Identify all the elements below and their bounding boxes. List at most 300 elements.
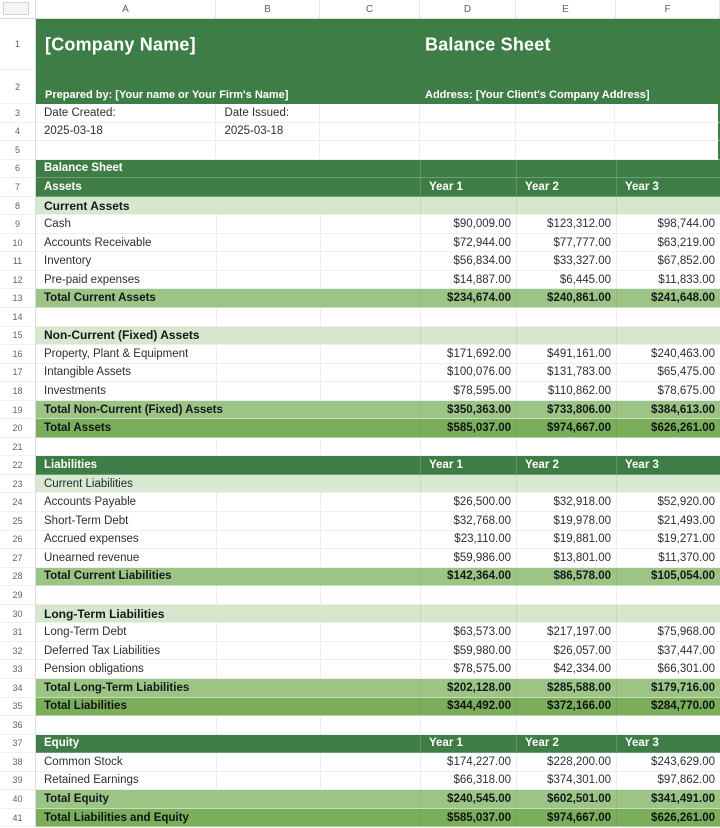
cell-F18[interactable]: $78,675.00 (616, 382, 720, 400)
cell-F16[interactable]: $240,463.00 (616, 345, 720, 363)
cell-C16[interactable] (320, 345, 420, 363)
cell-E18[interactable]: $110,862.00 (516, 382, 616, 400)
cell-A40[interactable]: Total Equity (44, 793, 109, 805)
cell-E7[interactable]: Year 2 (516, 178, 616, 196)
cell-F34[interactable]: $179,716.00 (616, 679, 720, 697)
cell-F19[interactable]: $384,613.00 (616, 401, 720, 419)
cell-D18[interactable]: $78,595.00 (420, 382, 516, 400)
cell-C33[interactable] (320, 660, 420, 678)
cell-E16[interactable]: $491,161.00 (516, 345, 616, 363)
cell-A10[interactable]: Accounts Receivable (44, 236, 152, 249)
cell-F17[interactable]: $65,475.00 (616, 364, 720, 382)
row-33 (0, 660, 720, 679)
row-header-15[interactable]: 15 (0, 327, 36, 346)
cell-E34[interactable]: $285,588.00 (516, 679, 616, 697)
cell-A38[interactable]: Common Stock (44, 755, 123, 768)
cell-C31[interactable] (320, 623, 420, 641)
cell-B10[interactable] (216, 234, 320, 252)
cell-F25[interactable]: $21,493.00 (616, 512, 720, 530)
row-content-22 (36, 456, 720, 475)
row-content-4 (36, 123, 720, 142)
cell-E23[interactable] (516, 475, 616, 493)
cell-E3[interactable] (515, 104, 615, 122)
row-header-16[interactable]: 16 (0, 345, 36, 364)
row-header-36[interactable]: 36 (0, 716, 36, 735)
cell-D7[interactable]: Year 1 (420, 178, 516, 196)
cell-D37[interactable]: Year 1 (420, 735, 516, 753)
row-34 (0, 679, 720, 698)
row-content-41 (36, 809, 720, 828)
row-header-20[interactable]: 20 (0, 419, 36, 438)
row-23 (0, 475, 720, 494)
cell-A36[interactable] (36, 716, 216, 734)
row-header-32[interactable]: 32 (0, 642, 36, 661)
cell-E20[interactable]: $974,667.00 (516, 419, 616, 437)
row-header-8[interactable]: 8 (0, 197, 36, 216)
cell-E29[interactable] (516, 586, 616, 604)
cell-E37[interactable]: Year 2 (516, 735, 616, 753)
cell-F14[interactable] (616, 308, 720, 326)
cell-F24[interactable]: $52,920.00 (616, 493, 720, 511)
cell-D28[interactable]: $142,364.00 (420, 568, 516, 586)
cell-D6[interactable] (420, 160, 516, 178)
cell-D25[interactable]: $32,768.00 (420, 512, 516, 530)
cell-F30[interactable] (616, 605, 720, 623)
cell-B26[interactable] (216, 531, 320, 549)
cell-D33[interactable]: $78,575.00 (420, 660, 516, 678)
row-header-33[interactable]: 33 (0, 660, 36, 679)
cell-A3[interactable]: Date Created: (44, 106, 116, 119)
cell-F3[interactable] (614, 104, 718, 122)
cell-A35[interactable]: Total Liabilities (44, 700, 127, 713)
cell-A39[interactable]: Retained Earnings (44, 774, 139, 787)
cell-A8[interactable]: Current Assets (44, 198, 130, 213)
cell-F26[interactable]: $19,271.00 (616, 531, 720, 549)
row-8 (0, 197, 720, 216)
row-content-27 (36, 549, 720, 568)
row-27 (0, 549, 720, 568)
cell-E6[interactable] (516, 160, 616, 178)
cell-F27[interactable]: $11,370.00 (616, 549, 720, 567)
cell-D36[interactable] (420, 716, 516, 734)
cell-D8[interactable] (420, 197, 516, 215)
cell-A25[interactable]: Short-Term Debt (44, 514, 129, 527)
row-9 (0, 215, 720, 234)
cell-F5[interactable] (614, 141, 718, 159)
cell-A14[interactable] (36, 308, 216, 326)
row-header-25[interactable]: 25 (0, 512, 36, 531)
row-content-5 (36, 141, 720, 160)
row-header-1[interactable]: 1 (0, 19, 36, 70)
cell-D9[interactable]: $90,009.00 (420, 215, 516, 233)
cell-D29[interactable] (420, 586, 516, 604)
cell-C39[interactable] (320, 772, 420, 790)
cell-C25[interactable] (320, 512, 420, 530)
column-header-F[interactable]: F (616, 0, 720, 18)
cell-B4[interactable]: 2025-03-18 (215, 123, 319, 141)
subtitle-banner[interactable] (36, 70, 720, 104)
cell-B38[interactable] (216, 753, 320, 771)
row-header-3[interactable]: 3 (0, 104, 36, 123)
cell-E13[interactable]: $240,861.00 (516, 289, 616, 307)
cell-E25[interactable]: $19,978.00 (516, 512, 616, 530)
cell-C14[interactable] (320, 308, 420, 326)
row-header-7[interactable]: 7 (0, 178, 36, 197)
row-header-37[interactable]: 37 (0, 735, 36, 754)
row-header-11[interactable]: 11 (0, 252, 36, 271)
company-name: [Company Name] (45, 34, 196, 54)
cell-B12[interactable] (216, 271, 320, 289)
row-header-26[interactable]: 26 (0, 531, 36, 550)
row-35 (0, 698, 720, 717)
cell-E14[interactable] (516, 308, 616, 326)
cell-E11[interactable]: $33,327.00 (516, 252, 616, 270)
row-header-6[interactable]: 6 (0, 160, 36, 179)
cell-E4[interactable] (515, 123, 615, 141)
cell-A16[interactable]: Property, Plant & Equipment (44, 347, 189, 360)
cell-C11[interactable] (320, 252, 420, 270)
cell-A6[interactable]: Balance Sheet (44, 162, 123, 175)
cell-E30[interactable] (516, 605, 616, 623)
cell-F39[interactable]: $97,862.00 (616, 772, 720, 790)
row-content-23 (36, 475, 720, 494)
cell-A4[interactable]: 2025-03-18 (44, 125, 103, 138)
cell-A19[interactable]: Total Non-Current (Fixed) Assets (44, 403, 223, 416)
row-header-19[interactable]: 19 (0, 401, 36, 420)
cell-B9[interactable] (216, 215, 320, 233)
cell-A18[interactable]: Investments (44, 384, 106, 397)
cell-F21[interactable] (616, 438, 720, 456)
row-content-15 (36, 327, 720, 346)
title-banner[interactable] (36, 19, 720, 70)
row-header-9[interactable]: 9 (0, 215, 36, 234)
cell-D14[interactable] (420, 308, 516, 326)
cell-E10[interactable]: $77,777.00 (516, 234, 616, 252)
cell-C10[interactable] (320, 234, 420, 252)
cell-E28[interactable]: $86,578.00 (516, 568, 616, 586)
cell-B31[interactable] (216, 623, 320, 641)
cell-E31[interactable]: $217,197.00 (516, 623, 616, 641)
cell-A11[interactable]: Inventory (44, 255, 92, 268)
cell-A23[interactable]: Current Liabilities (44, 477, 133, 490)
cell-D31[interactable]: $63,573.00 (420, 623, 516, 641)
cell-B17[interactable] (216, 364, 320, 382)
row-40 (0, 790, 720, 809)
row-header-40[interactable]: 40 (0, 790, 36, 809)
cell-F29[interactable] (616, 586, 720, 604)
cell-B24[interactable] (216, 493, 320, 511)
cell-C21[interactable] (320, 438, 420, 456)
row-header-21[interactable]: 21 (0, 438, 36, 457)
row-content-11 (36, 252, 720, 271)
cell-C17[interactable] (320, 364, 420, 382)
cell-E32[interactable]: $26,057.00 (516, 642, 616, 660)
row-header-34[interactable]: 34 (0, 679, 36, 698)
row-header-31[interactable]: 31 (0, 623, 36, 642)
cell-F10[interactable]: $63,219.00 (616, 234, 720, 252)
row-header-38[interactable]: 38 (0, 753, 36, 772)
cell-A37[interactable]: Equity (44, 737, 80, 750)
row-header-12[interactable]: 12 (0, 271, 36, 290)
row-header-35[interactable]: 35 (0, 698, 36, 717)
row-content-26 (36, 531, 720, 550)
cell-C18[interactable] (320, 382, 420, 400)
row-content-16 (36, 345, 720, 364)
row-1 (0, 19, 720, 70)
cell-C29[interactable] (320, 586, 420, 604)
cell-A13[interactable]: Total Current Assets (44, 292, 156, 305)
cell-D4[interactable] (419, 123, 515, 141)
cell-D32[interactable]: $59,980.00 (420, 642, 516, 660)
row-content-35 (36, 698, 720, 717)
cell-D40[interactable]: $240,545.00 (420, 790, 516, 808)
cell-E36[interactable] (516, 716, 616, 734)
cell-D39[interactable]: $66,318.00 (420, 772, 516, 790)
cell-D15[interactable] (420, 327, 516, 345)
cell-E41[interactable]: $974,667.00 (516, 809, 616, 827)
cell-D22[interactable]: Year 1 (420, 456, 516, 474)
cell-D19[interactable]: $350,363.00 (420, 401, 516, 419)
row-header-4[interactable]: 4 (0, 123, 36, 142)
cell-F6[interactable] (616, 160, 720, 178)
cell-A20[interactable]: Total Assets (44, 422, 112, 435)
cell-D5[interactable] (419, 141, 515, 159)
cell-E15[interactable] (516, 327, 616, 345)
cell-B36[interactable] (216, 716, 320, 734)
cell-A34[interactable]: Total Long-Term Liabilities (44, 681, 190, 694)
cell-E39[interactable]: $374,301.00 (516, 772, 616, 790)
cell-F13[interactable]: $241,648.00 (616, 289, 720, 307)
row-7 (0, 178, 720, 197)
row-content-34 (36, 679, 720, 698)
row-20 (0, 419, 720, 438)
row-header-24[interactable]: 24 (0, 493, 36, 512)
cell-D12[interactable]: $14,887.00 (420, 271, 516, 289)
row-content-31 (36, 623, 720, 642)
cell-A27[interactable]: Unearned revenue (44, 551, 140, 564)
cell-D11[interactable]: $56,834.00 (420, 252, 516, 270)
cell-B11[interactable] (216, 252, 320, 270)
cell-A31[interactable]: Long-Term Debt (44, 626, 127, 639)
cell-C27[interactable] (320, 549, 420, 567)
cell-D38[interactable]: $174,227.00 (420, 753, 516, 771)
cell-F22[interactable]: Year 3 (616, 456, 720, 474)
cell-F40[interactable]: $341,491.00 (616, 790, 720, 808)
cell-D20[interactable]: $585,037.00 (420, 419, 516, 437)
cell-C12[interactable] (320, 271, 420, 289)
cell-B5[interactable] (215, 141, 319, 159)
prepared-by-label: Prepared by: [Your name or Your Firm's Name] (45, 89, 289, 101)
row-3 (0, 104, 720, 123)
cell-A5[interactable] (36, 141, 215, 159)
cell-E19[interactable]: $733,806.00 (516, 401, 616, 419)
cell-E27[interactable]: $13,801.00 (516, 549, 616, 567)
cell-A17[interactable]: Intangible Assets (44, 366, 131, 379)
cell-D17[interactable]: $100,076.00 (420, 364, 516, 382)
cell-D21[interactable] (420, 438, 516, 456)
cell-F20[interactable]: $626,261.00 (616, 419, 720, 437)
cell-F11[interactable]: $67,852.00 (616, 252, 720, 270)
row-content-13 (36, 289, 720, 308)
cell-A29[interactable] (36, 586, 216, 604)
cell-F8[interactable] (616, 197, 720, 215)
row-header-39[interactable]: 39 (0, 772, 36, 791)
cell-E17[interactable]: $131,783.00 (516, 364, 616, 382)
row-header-29[interactable]: 29 (0, 586, 36, 605)
column-header-E[interactable]: E (516, 0, 616, 18)
cell-F28[interactable]: $105,054.00 (616, 568, 720, 586)
row-content-25 (36, 512, 720, 531)
cell-E5[interactable] (515, 141, 615, 159)
cell-F33[interactable]: $66,301.00 (616, 660, 720, 678)
row-39 (0, 772, 720, 791)
row-22 (0, 456, 720, 475)
cell-B18[interactable] (216, 382, 320, 400)
row-32 (0, 642, 720, 661)
cell-C3[interactable] (319, 104, 419, 122)
cell-D27[interactable]: $59,986.00 (420, 549, 516, 567)
cell-B16[interactable] (216, 345, 320, 363)
cell-A26[interactable]: Accrued expenses (44, 533, 139, 546)
cell-A28[interactable]: Total Current Liabilities (44, 570, 172, 583)
cell-F7[interactable]: Year 3 (616, 178, 720, 196)
row-30 (0, 605, 720, 624)
row-31 (0, 623, 720, 642)
column-header-C[interactable]: C (320, 0, 420, 18)
cell-B3[interactable]: Date Issued: (215, 104, 319, 122)
cell-D24[interactable]: $26,500.00 (420, 493, 516, 511)
column-header-A[interactable]: A (36, 0, 216, 18)
cell-D23[interactable] (420, 475, 516, 493)
cell-A21[interactable] (36, 438, 216, 456)
cell-B39[interactable] (216, 772, 320, 790)
row-content-40 (36, 790, 720, 809)
cell-F23[interactable] (616, 475, 720, 493)
column-header-B[interactable]: B (216, 0, 320, 18)
cell-C24[interactable] (320, 493, 420, 511)
cell-C9[interactable] (320, 215, 420, 233)
cell-E40[interactable]: $602,501.00 (516, 790, 616, 808)
row-header-41[interactable]: 41 (0, 809, 36, 828)
cell-F35[interactable]: $284,770.00 (616, 698, 720, 716)
row-content-14 (36, 308, 720, 327)
row-content-19 (36, 401, 720, 420)
cell-E24[interactable]: $32,918.00 (516, 493, 616, 511)
cell-B29[interactable] (216, 586, 320, 604)
cell-E22[interactable]: Year 2 (516, 456, 616, 474)
row-header-28[interactable]: 28 (0, 568, 36, 587)
row-header-10[interactable]: 10 (0, 234, 36, 253)
row-13 (0, 289, 720, 308)
cell-F41[interactable]: $626,261.00 (616, 809, 720, 827)
cell-A7[interactable]: Assets (44, 180, 82, 193)
row-content-21 (36, 438, 720, 457)
cell-F12[interactable]: $11,833.00 (616, 271, 720, 289)
cell-A41[interactable]: Total Liabilities and Equity (44, 811, 189, 824)
cell-A9[interactable]: Cash (44, 218, 71, 231)
cell-C4[interactable] (319, 123, 419, 141)
row-37 (0, 735, 720, 754)
cell-D30[interactable] (420, 605, 516, 623)
cell-E38[interactable]: $228,200.00 (516, 753, 616, 771)
cell-C38[interactable] (320, 753, 420, 771)
cell-D10[interactable]: $72,944.00 (420, 234, 516, 252)
row-content-30 (36, 605, 720, 624)
cell-F38[interactable]: $243,629.00 (616, 753, 720, 771)
cell-D41[interactable]: $585,037.00 (420, 809, 516, 827)
cell-B33[interactable] (216, 660, 320, 678)
cell-D13[interactable]: $234,674.00 (420, 289, 516, 307)
row-header-17[interactable]: 17 (0, 364, 36, 383)
cell-B14[interactable] (216, 308, 320, 326)
row-12 (0, 271, 720, 290)
row-38 (0, 753, 720, 772)
cell-A24[interactable]: Accounts Payable (44, 496, 137, 509)
cell-A32[interactable]: Deferred Tax Liabilities (44, 644, 161, 657)
cell-D35[interactable]: $344,492.00 (420, 698, 516, 716)
cell-E26[interactable]: $19,881.00 (516, 531, 616, 549)
cell-B25[interactable] (216, 512, 320, 530)
row-header-27[interactable]: 27 (0, 549, 36, 568)
cell-E35[interactable]: $372,166.00 (516, 698, 616, 716)
cell-E21[interactable] (516, 438, 616, 456)
cell-F37[interactable]: Year 3 (616, 735, 720, 753)
cell-B21[interactable] (216, 438, 320, 456)
row-header-13[interactable]: 13 (0, 289, 36, 308)
cell-C32[interactable] (320, 642, 420, 660)
cell-D34[interactable]: $202,128.00 (420, 679, 516, 697)
cell-A15[interactable]: Non-Current (Fixed) Assets (44, 328, 200, 343)
row-21 (0, 438, 720, 457)
row-header-2[interactable]: 2 (0, 70, 36, 104)
row-header-22[interactable]: 22 (0, 456, 36, 475)
cell-C36[interactable] (320, 716, 420, 734)
cell-E8[interactable] (516, 197, 616, 215)
cell-E33[interactable]: $42,334.00 (516, 660, 616, 678)
cell-A30[interactable]: Long-Term Liabilities (44, 606, 165, 621)
select-all-corner[interactable] (0, 0, 36, 18)
row-content-39 (36, 772, 720, 791)
cell-F9[interactable]: $98,744.00 (616, 215, 720, 233)
row-header-18[interactable]: 18 (0, 382, 36, 401)
column-header-D[interactable]: D (420, 0, 516, 18)
row-content-3 (36, 104, 720, 123)
cell-E9[interactable]: $123,312.00 (516, 215, 616, 233)
cell-D26[interactable]: $23,110.00 (420, 531, 516, 549)
select-all-icon (3, 2, 29, 15)
cell-C26[interactable] (320, 531, 420, 549)
cell-D16[interactable]: $171,692.00 (420, 345, 516, 363)
row-header-14[interactable]: 14 (0, 308, 36, 327)
cell-F15[interactable] (616, 327, 720, 345)
cell-F36[interactable] (616, 716, 720, 734)
row-header-23[interactable]: 23 (0, 475, 36, 494)
cell-F32[interactable]: $37,447.00 (616, 642, 720, 660)
cell-F31[interactable]: $75,968.00 (616, 623, 720, 641)
cell-F4[interactable] (614, 123, 718, 141)
cell-C5[interactable] (319, 141, 419, 159)
cell-E12[interactable]: $6,445.00 (516, 271, 616, 289)
cell-A33[interactable]: Pension obligations (44, 663, 144, 676)
row-header-30[interactable]: 30 (0, 605, 36, 624)
cell-B27[interactable] (216, 549, 320, 567)
cell-A12[interactable]: Pre-paid expenses (44, 273, 140, 286)
cell-D3[interactable] (419, 104, 515, 122)
cell-A22[interactable]: Liabilities (44, 459, 98, 472)
row-header-5[interactable]: 5 (0, 141, 36, 160)
cell-B32[interactable] (216, 642, 320, 660)
balance-sheet-title: Balance Sheet (425, 34, 551, 54)
